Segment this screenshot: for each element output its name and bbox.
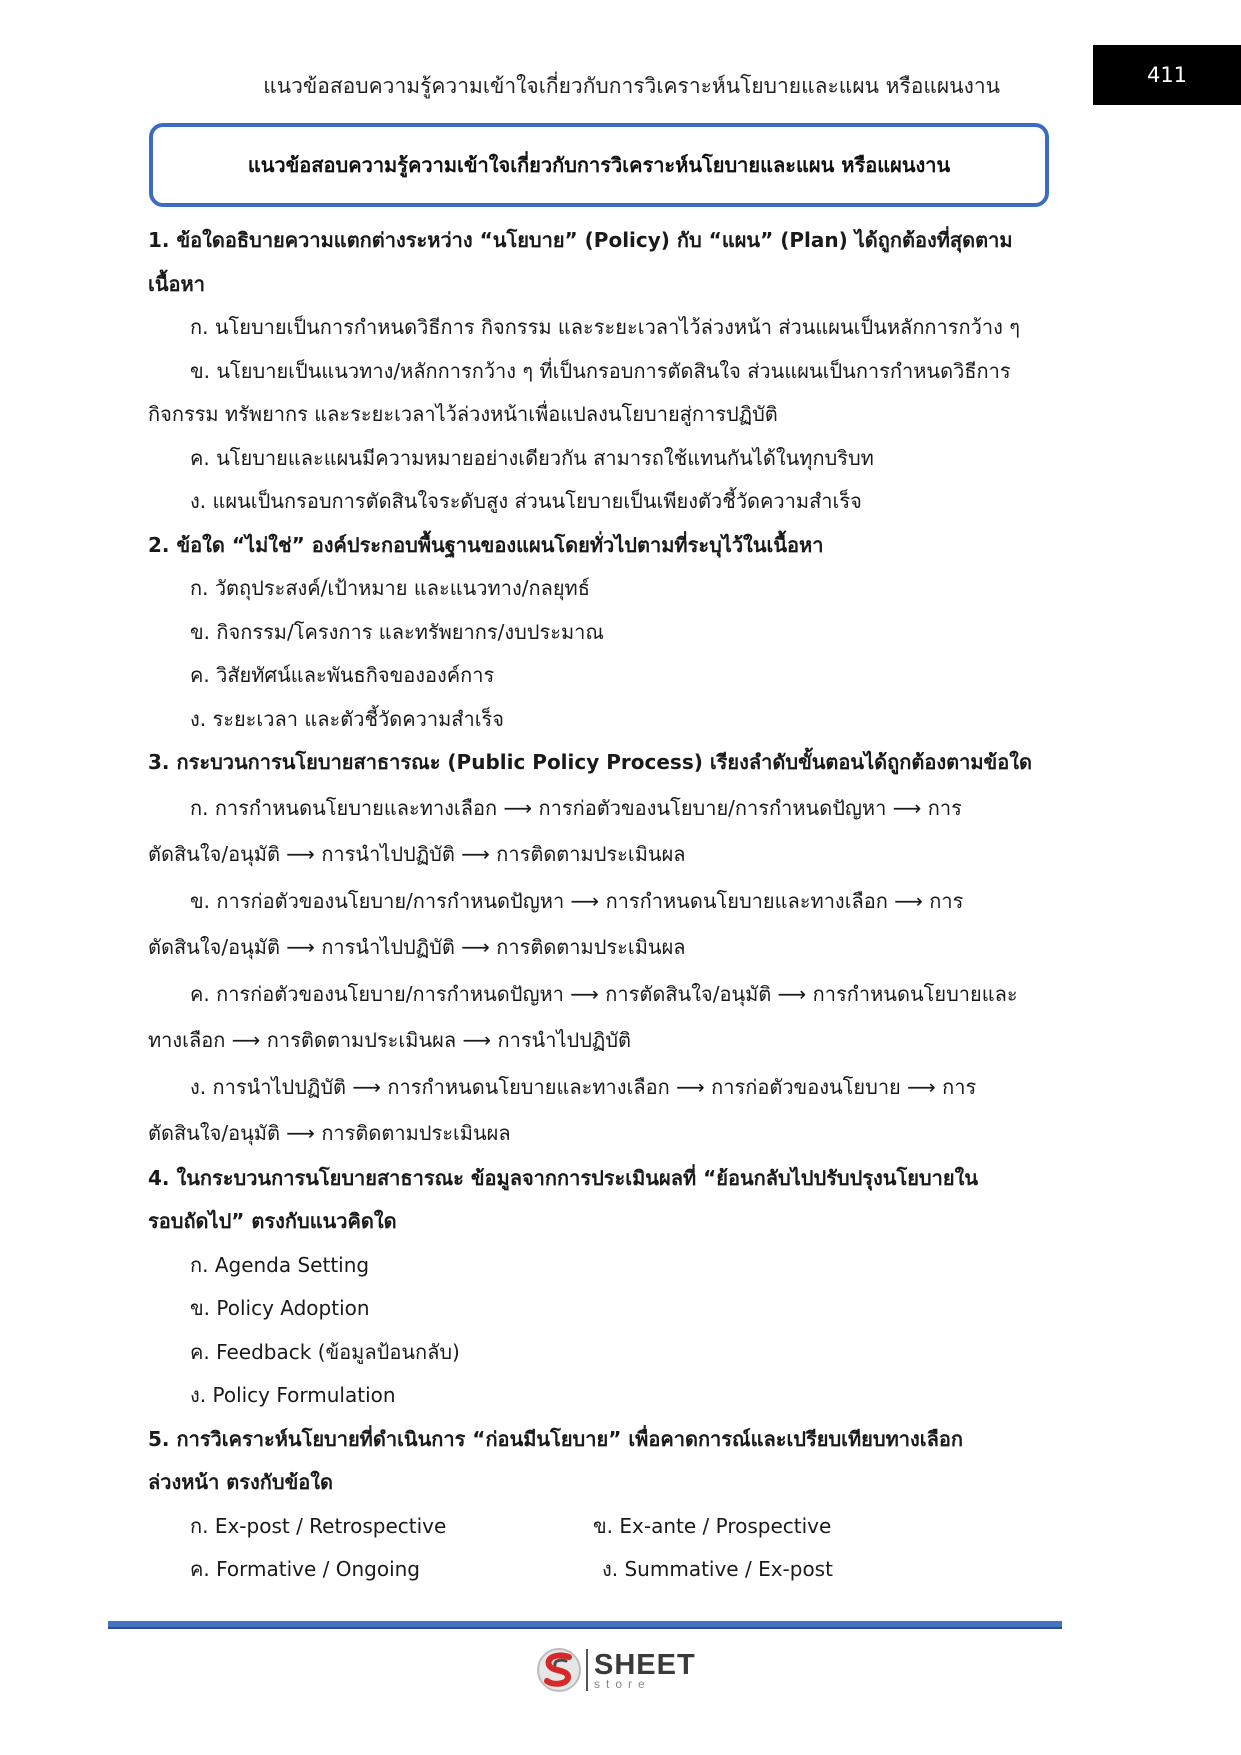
question-1-stem-cont: เนื้อหา — [148, 271, 205, 296]
page-number: 411 — [1093, 45, 1241, 105]
question-list — [148, 219, 1058, 1592]
question-4 — [148, 1157, 1058, 1418]
question-2-option-d: ง. ระยะเวลา และตัวชี้วัดความสำเร็จ — [190, 706, 504, 731]
sheet-store-logo — [536, 1643, 696, 1697]
question-5-options-row-2 — [148, 1548, 1058, 1592]
question-4-stem: 4. ในกระบวนการนโยบายสาธารณะ ข้อมูลจากการประเมินผลที่ “ย้อนกลับไปปรับปรุงนโยบายใน — [148, 1165, 979, 1190]
question-1-stem: 1. ข้อใดอธิบายความแตกต่างระหว่าง “นโยบาย” (Policy) กับ “แผน” (Plan) ได้ถูกต้องที่สุดตาม — [148, 228, 1013, 252]
logo-subword: store — [594, 1676, 651, 1691]
question-3-option-d: ง. การนำไปปฏิบัติ ⟶ การกำหนดนโยบายและทางเลือก ⟶ การก่อตัวของนโยบาย ⟶ การ — [190, 1074, 977, 1099]
question-1-option-d: ง. แผนเป็นกรอบการตัดสินใจระดับสูง ส่วนนโยบายเป็นเพียงตัวชี้วัดความสำเร็จ — [190, 489, 862, 513]
question-3-option-a-cont: ตัดสินใจ/อนุมัติ ⟶ การนำไปปฏิบัติ ⟶ การติดตามประเมินผล — [148, 842, 686, 866]
question-4-option-c: ค. Feedback (ข้อมูลป้อนกลับ) — [190, 1339, 460, 1364]
question-3-stem: 3. กระบวนการนโยบายสาธารณะ (Public Policy Process) เรียงลำดับขั้นตอนได้ถูกต้องตามข้อใด — [148, 750, 1032, 774]
question-1 — [148, 219, 1058, 524]
question-5-option-b: ข. Ex-ante / Prospective — [593, 1513, 832, 1538]
sheet-store-mark-icon — [536, 1645, 582, 1695]
question-5-option-a: ก. Ex-post / Retrospective — [190, 1513, 447, 1538]
question-1-option-c: ค. นโยบายและแผนมีความหมายอย่างเดียวกัน สามารถใช้แทนกันได้ในทุกบริบท — [190, 445, 874, 470]
section-title: แนวข้อสอบความรู้ความเข้าใจเกี่ยวกับการวิเคราะห์นโยบายและแผน หรือแผนงาน — [247, 153, 951, 177]
question-1-option-a: ก. นโยบายเป็นการกำหนดวิธีการ กิจกรรม และระยะเวลาไว้ล่วงหน้า ส่วนแผนเป็นหลักการกว้าง ๆ — [190, 315, 1020, 339]
question-3-option-b-cont: ตัดสินใจ/อนุมัติ ⟶ การนำไปปฏิบัติ ⟶ การติดตามประเมินผล — [148, 935, 686, 959]
question-3 — [148, 741, 1058, 1157]
question-3-option-c-cont: ทางเลือก ⟶ การติดตามประเมินผล ⟶ การนำไปปฏิบัติ — [148, 1028, 632, 1052]
question-5-option-c: ค. Formative / Ongoing — [190, 1557, 420, 1581]
question-2-option-c: ค. วิสัยทัศน์และพันธกิจขององค์การ — [190, 663, 495, 687]
question-4-option-d: ง. Policy Formulation — [190, 1383, 396, 1407]
question-1-option-b: ข. นโยบายเป็นแนวทาง/หลักการกว้าง ๆ ที่เป็นกรอบการตัดสินใจ ส่วนแผนเป็นการกำหนดวิธีการ — [190, 358, 1011, 383]
question-5-stem: 5. การวิเคราะห์นโยบายที่ดำเนินการ “ก่อนมีนโยบาย” เพื่อคาดการณ์และเปรียบเทียบทางเลือก — [148, 1426, 963, 1451]
question-2-stem: 2. ข้อใด “ไม่ใช่” องค์ประกอบพื้นฐานของแผนโดยทั่วไปตามที่ระบุไว้ในเนื้อหา — [148, 532, 824, 557]
question-2-option-b: ข. กิจกรรม/โครงการ และทรัพยากร/งบประมาณ — [190, 619, 604, 644]
question-5 — [148, 1418, 1058, 1592]
question-4-stem-cont: รอบถัดไป” ตรงกับแนวคิดใด — [148, 1209, 397, 1233]
logo-word: SHEET — [594, 1648, 696, 1681]
question-4-option-b: ข. Policy Adoption — [190, 1296, 370, 1320]
question-3-option-a: ก. การกำหนดนโยบายและทางเลือก ⟶ การก่อตัวของนโยบาย/การกำหนดปัญหา ⟶ การ — [190, 795, 962, 820]
question-3-option-b: ข. การก่อตัวของนโยบาย/การกำหนดปัญหา ⟶ การกำหนดนโยบายและทางเลือก ⟶ การ — [190, 888, 964, 913]
question-2-option-a: ก. วัตถุประสงค์/เป้าหมาย และแนวทาง/กลยุทธ์ — [190, 576, 590, 600]
footer-rule — [108, 1621, 1062, 1629]
question-5-options-row-1 — [148, 1505, 1058, 1549]
question-5-stem-cont: ล่วงหน้า ตรงกับข้อใด — [148, 1470, 334, 1494]
question-4-option-a: ก. Agenda Setting — [190, 1252, 370, 1277]
question-5-option-d: ง. Summative / Ex-post — [602, 1557, 833, 1581]
question-2 — [148, 524, 1058, 742]
section-title-box — [149, 123, 1049, 207]
running-header-title: แนวข้อสอบความรู้ความเข้าใจเกี่ยวกับการวิเคราะห์นโยบายและแผน หรือแผนงาน — [263, 74, 1000, 98]
question-3-option-c: ค. การก่อตัวของนโยบาย/การกำหนดปัญหา ⟶ การตัดสินใจ/อนุมัติ ⟶ การกำหนดนโยบายและ — [190, 981, 1018, 1006]
logo-separator — [586, 1649, 588, 1691]
logo-text — [594, 1648, 696, 1691]
question-1-option-b-cont: กิจกรรม ทรัพยากร และระยะเวลาไว้ล่วงหน้าเพื่อแปลงนโยบายสู่การปฏิบัติ — [148, 402, 778, 426]
question-3-option-d-cont: ตัดสินใจ/อนุมัติ ⟶ การติดตามประเมินผล — [148, 1121, 511, 1145]
